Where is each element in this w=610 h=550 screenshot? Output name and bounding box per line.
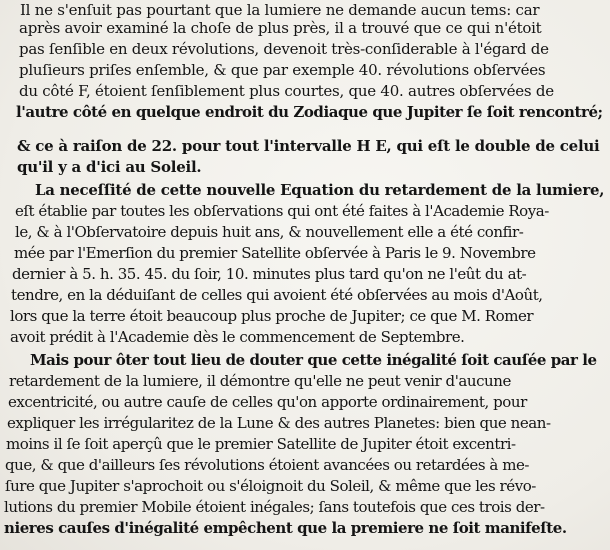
text-line-3: pas ſenſible en deux révolutions, devenoit très-conſiderable à l'égard de — [19, 40, 549, 58]
text-line-2: après avoir examiné la choſe de plus près, il a trouvé que ce qui n'étoit — [19, 19, 542, 37]
text-line-17: Mais pour ôter tout lieu de douter que cette inégalité ſoit cauſée par le — [30, 351, 597, 369]
text-line-1: Il ne s'enſuit pas pourtant que la lumiere ne demande aucun tems: car — [20, 1, 540, 19]
text-line-24: lutions du premier Mobile étoient inégales; ſans toutefois que ces trois der- — [4, 498, 545, 516]
text-line-15: lors que la terre étoit beaucoup plus proche de Jupiter; ce que M. Romer — [10, 307, 534, 325]
text-line-5: du côté F, étoient ſenſiblement plus courtes, que 40. autres obſervées de — [19, 82, 554, 100]
text-line-9: La neceſſité de cette nouvelle Equation du retardement de la lumiere, — [35, 181, 605, 199]
text-line-21: moins il ſe ſoit aperçû que le premier Satellite de Jupiter étoit excentri- — [6, 435, 516, 453]
text-line-19: excentricité, ou autre cauſe de celles qu'on apporte ordinairement, pour — [8, 393, 527, 411]
text-line-12: mée par l'Emerſion du premier Satellite obſervée à Paris le 9. Novembre — [14, 244, 536, 262]
text-line-14: tendre, en la déduiſant de celles qui avoient été obſervées au mois d'Août, — [11, 286, 543, 304]
text-line-7: & ce à raiſon de 22. pour tout l'intervalle H E, qui eſt le double de celui — [17, 137, 600, 155]
text-line-22: que, & que d'ailleurs ſes révolutions étoient avancées ou retardées à me- — [5, 456, 530, 474]
text-line-23: ſure que Jupiter s'aprochoit ou s'éloignoit du Soleil, & même que les révo- — [5, 477, 536, 495]
text-line-4: pluſieurs priſes enſemble, & que par exemple 40. révolutions obſervées — [19, 61, 546, 79]
text-line-8: qu'il y a d'ici au Soleil. — [17, 158, 202, 176]
text-line-25: nieres cauſes d'inégalité empêchent que la premiere ne ſoit manifeſte. — [4, 519, 567, 537]
text-line-10: eſt établie par toutes les obſervations qui ont été faites à l'Academie Roya- — [15, 202, 549, 220]
text-line-11: le, & à l'Obſervatoire depuis huit ans, & nouvellement elle a été confir- — [15, 223, 524, 241]
text-line-20: expliquer les irrégularitez de la Lune & des autres Planetes: bien que nean- — [7, 414, 551, 432]
text-line-13: dernier à 5. h. 35. 45. du ſoir, 10. minutes plus tard qu'on ne l'eût du at- — [12, 265, 527, 283]
text-line-6: l'autre côté en quelque endroit du Zodiaque que Jupiter ſe ſoit rencontré; — [16, 103, 603, 121]
text-line-16: avoit prédit à l'Academie dès le commencement de Septembre. — [10, 328, 465, 346]
text-line-18: retardement de la lumiere, il démontre qu'elle ne peut venir d'aucune — [9, 372, 511, 390]
